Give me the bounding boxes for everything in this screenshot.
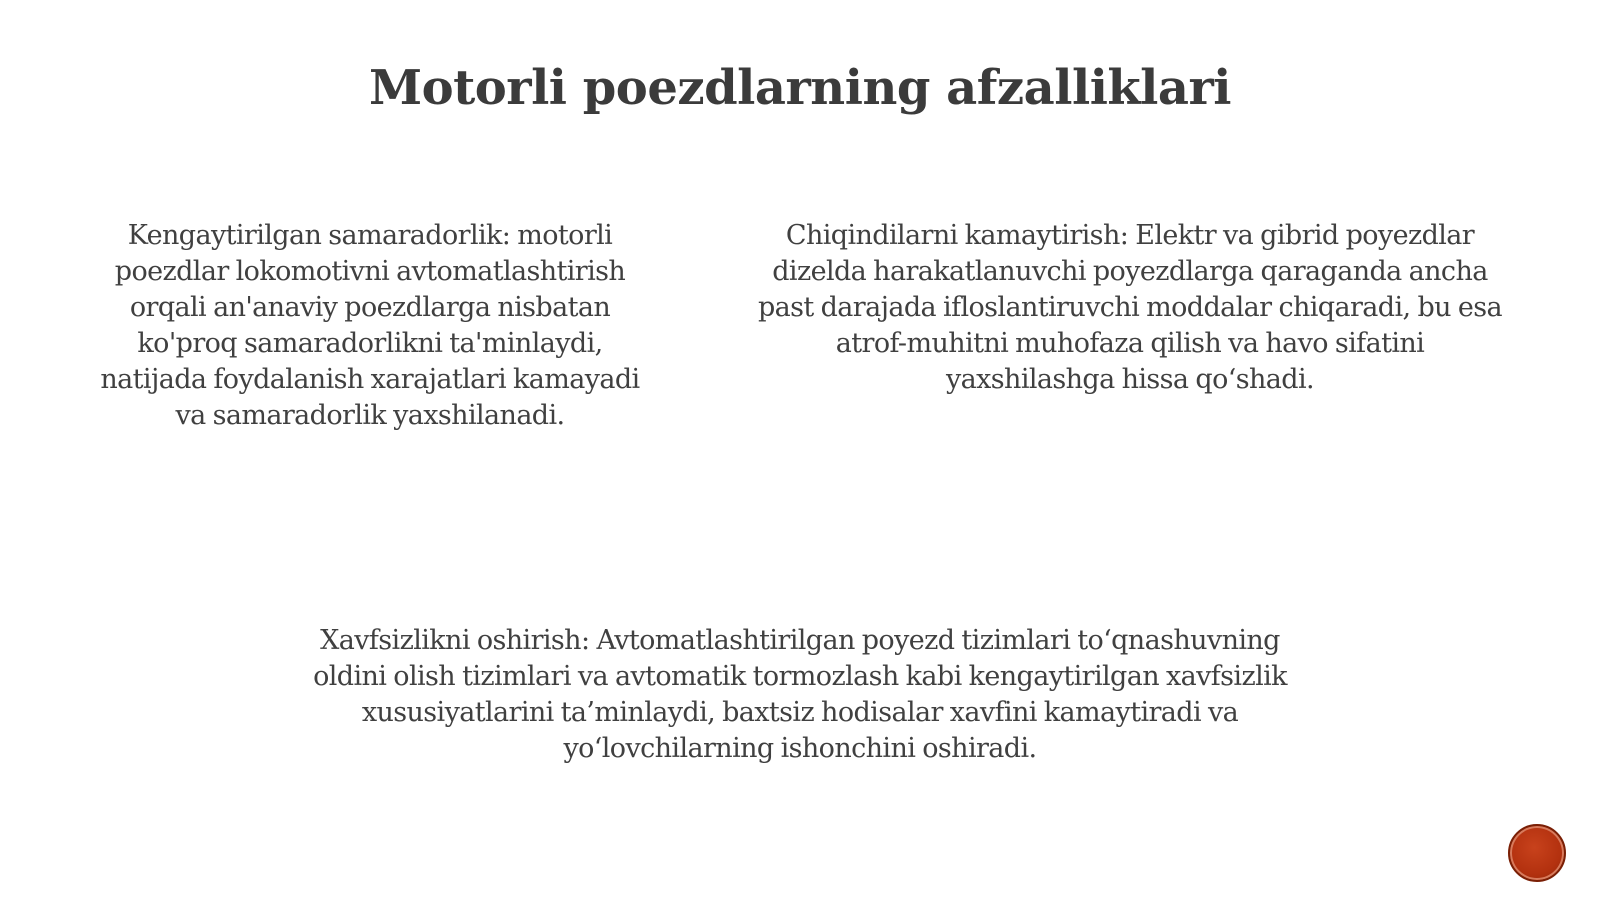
text-line: Chiqindilarni kamaytirish: Elektr va gibrid poyezdlar: [785, 220, 1475, 251]
text-line: yaxshilashga hissa qo‘shadi.: [946, 364, 1314, 395]
slide-nav-button[interactable]: [1508, 824, 1566, 882]
text-line: xususiyatlarini ta’minlaydi, baxtsiz hodisalar xavfini kamaytiradi va: [361, 697, 1239, 728]
benefit-safety-text: [250, 623, 1350, 767]
text-line: natijada foydalanish xarajatlari kamayadi: [100, 364, 640, 395]
text-line: va samaradorlik yaxshilanadi.: [175, 400, 565, 431]
text-line: poezdlar lokomotivni avtomatlashtirish: [114, 256, 626, 287]
text-line: atrof-muhitni muhofaza qilish va havo sifatini: [835, 328, 1425, 359]
text-line: Xavfsizlikni oshirish: Avtomatlashtirilgan poyezd tizimlari to‘qnashuvning: [320, 625, 1280, 656]
text-line: Kengaytirilgan samaradorlik: motorli: [127, 220, 613, 251]
text-line: past darajada ifloslantiruvchi moddalar chiqaradi, bu esa: [757, 292, 1503, 323]
benefit-efficiency-text: [60, 218, 680, 434]
slide-title: Motorli poezdlarning afzalliklari: [368, 60, 1232, 116]
text-line: dizelda harakatlanuvchi poyezdlarga qaraganda ancha: [772, 256, 1488, 287]
text-line: ko'proq samaradorlikni ta'minlaydi,: [137, 328, 603, 359]
slide-nav-circle-icon: [1510, 826, 1564, 880]
benefit-emissions-text: [712, 218, 1548, 398]
text-line: orqali an'anaviy poezdlarga nisbatan: [129, 292, 611, 323]
text-line: yo‘lovchilarning ishonchini oshiradi.: [563, 733, 1037, 764]
text-line: oldini olish tizimlari va avtomatik tormozlash kabi kengaytirilgan xavfsizlik: [313, 661, 1287, 692]
